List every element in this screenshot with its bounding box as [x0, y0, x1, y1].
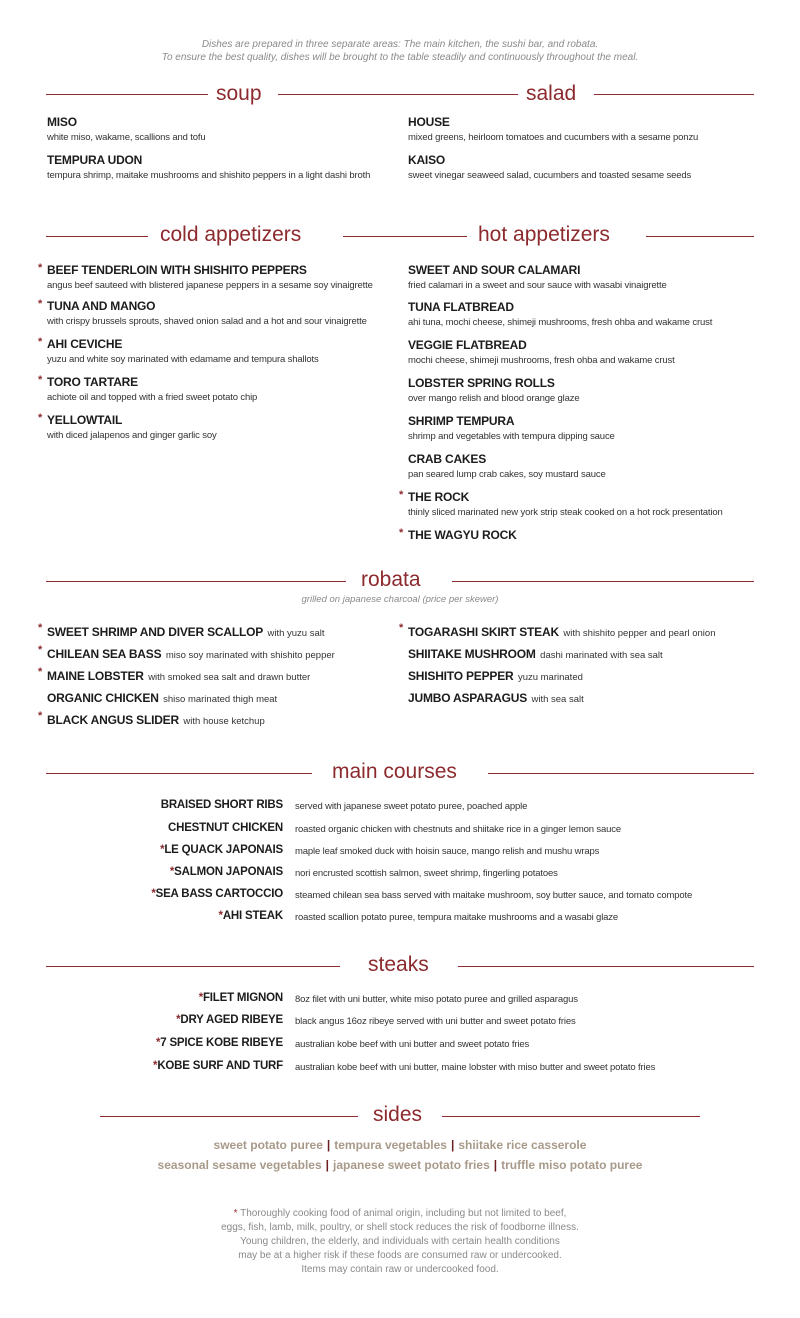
item-name: KAISO [408, 153, 446, 167]
item-desc: with smoked sea salt and drawn butter [148, 672, 311, 683]
section-title-cold-appetizers: cold appetizers [160, 223, 302, 246]
item-desc: with crispy brussels sprouts, shaved onion salad and a hot and sour vinaigrette [47, 316, 367, 327]
item-name: BLACK ANGUS SLIDER [47, 713, 179, 727]
item-name: HOUSE [408, 115, 450, 129]
item-desc: miso soy marinated with shishito pepper [165, 650, 335, 661]
menu-item [38, 262, 373, 291]
section-title-soup: soup [216, 82, 262, 105]
item-name: TORO TARTARE [47, 375, 138, 389]
divider [488, 773, 754, 774]
main-item-desc: 8oz filet with uni butter, white miso potato puree and grilled asparagus [295, 994, 578, 1005]
raw-warning-star: * [38, 412, 43, 424]
item-name: FILET MIGNON [202, 992, 283, 1004]
main-item-desc: black angus 16oz ribeye served with uni butter and sweet potato fries [295, 1016, 576, 1027]
main-item-name [83, 844, 283, 856]
intro-note [0, 38, 800, 64]
side-item: shiitake rice casserole [458, 1138, 587, 1152]
menu-item [399, 489, 723, 518]
item-desc: achiote oil and topped with a fried sweet potato chip [47, 392, 258, 403]
item-name: SEA BASS CARTOCCIO [155, 888, 283, 900]
menu-item [47, 689, 277, 707]
item-name: BRAISED SHORT RIBS [160, 799, 283, 811]
section-title-robata: robata [361, 568, 421, 591]
divider [46, 773, 312, 774]
item-name: CRAB CAKES [408, 452, 487, 466]
side-item: seasonal sesame vegetables [157, 1158, 322, 1172]
menu-item [47, 115, 206, 143]
raw-warning-star: * [151, 888, 156, 900]
item-desc: sweet vinegar seaweed salad, cucumbers and toasted sesame seeds [408, 170, 692, 181]
footnote-line: Items may contain raw or undercooked food. [301, 1264, 499, 1275]
item-desc: with sea salt [531, 694, 584, 705]
item-name: AHI CEVICHE [47, 337, 123, 351]
divider [442, 1116, 700, 1117]
section-title-main-courses: main courses [332, 760, 457, 783]
main-item-name [83, 1037, 283, 1049]
main-item-desc: australian kobe beef with uni butter, maine lobster with miso butter and sweet potato fries [295, 1062, 656, 1073]
raw-warning-star: * [176, 1014, 181, 1026]
menu-item [408, 667, 583, 685]
footnote-line: Young children, the elderly, and individuals with certain health conditions [240, 1236, 560, 1247]
item-name: YELLOWTAIL [47, 413, 123, 427]
menu-item [408, 414, 615, 442]
menu-item [38, 412, 217, 441]
menu-item [38, 622, 325, 641]
main-item-name [83, 799, 283, 811]
item-desc: with shishito pepper and pearl onion [563, 628, 716, 639]
section-title-salad: salad [526, 82, 577, 105]
item-desc: mochi cheese, shimeji mushrooms, fresh ohba and wakame crust [408, 355, 675, 366]
raw-warning-star: * [198, 992, 203, 1004]
main-item-name [83, 866, 283, 878]
item-desc: over mango relish and blood orange glaze [408, 393, 580, 404]
item-name: THE ROCK [408, 490, 470, 504]
raw-warning-star: * [233, 1208, 238, 1219]
item-name: SALMON JAPONAIS [174, 866, 283, 878]
divider [100, 1116, 358, 1117]
raw-warning-star: * [399, 622, 404, 634]
item-name: BEEF TENDERLOIN WITH SHISHITO PEPPERS [47, 263, 307, 277]
item-name: LE QUACK JAPONAIS [164, 844, 283, 856]
separator: | [450, 1138, 455, 1152]
menu-item [38, 374, 258, 403]
raw-warning-star: * [38, 262, 43, 274]
raw-warning-star: * [38, 710, 43, 722]
menu-item [408, 689, 584, 707]
menu-item [408, 645, 663, 663]
item-name: CHILEAN SEA BASS [47, 647, 162, 661]
main-item-desc: australian kobe beef with uni butter and sweet potato fries [295, 1039, 530, 1050]
divider [594, 94, 754, 95]
divider [46, 236, 148, 237]
item-name: SWEET AND SOUR CALAMARI [408, 263, 581, 277]
robata-subtitle: grilled on japanese charcoal (price per skewer) [301, 594, 499, 605]
divider [46, 94, 208, 95]
section-title-sides: sides [373, 1103, 423, 1126]
menu-item [38, 298, 367, 327]
main-item-desc: nori encrusted scottish salmon, sweet shrimp, fingerling potatoes [295, 868, 558, 879]
side-item: truffle miso potato puree [501, 1158, 643, 1172]
menu-item [38, 710, 265, 729]
item-desc: with yuzu salt [267, 628, 325, 639]
raw-warning-star: * [169, 866, 175, 878]
menu-item [399, 527, 517, 542]
item-desc: fried calamari in a sweet and sour sauce with wasabi vinaigrette [408, 280, 667, 291]
divider [452, 581, 754, 582]
main-item-name [83, 822, 283, 834]
menu-item [408, 376, 579, 404]
item-desc: with diced jalapenos and ginger garlic soy [47, 430, 217, 441]
divider [646, 236, 754, 237]
main-item-name [83, 992, 283, 1004]
menu-item [399, 622, 716, 641]
main-item-desc: roasted organic chicken with chestnuts and shiitake rice in a ginger lemon sauce [295, 824, 621, 835]
raw-warning-star: * [38, 666, 43, 678]
menu-item [38, 336, 319, 365]
main-item-name [83, 1060, 283, 1072]
separator: | [326, 1138, 331, 1152]
item-desc: white miso, wakame, scallions and tofu [47, 132, 206, 143]
main-item-desc: maple leaf smoked duck with hoisin sauce, mango relish and mushu wraps [295, 846, 600, 857]
raw-warning-star: * [38, 622, 43, 634]
menu-item [408, 338, 675, 366]
side-item: sweet potato puree [213, 1138, 323, 1152]
divider [343, 236, 467, 237]
item-desc: mixed greens, heirloom tomatoes and cucumbers with a sesame ponzu [408, 132, 699, 143]
item-name: KOBE SURF AND TURF [157, 1060, 283, 1072]
section-title-steaks: steaks [368, 953, 429, 976]
divider [458, 966, 754, 967]
item-desc: shiso marinated thigh meat [163, 694, 278, 705]
side-item: tempura vegetables [334, 1138, 447, 1152]
menu-item [408, 115, 698, 143]
item-name: SWEET SHRIMP AND DIVER SCALLOP [47, 625, 264, 639]
footnote-line [0, 1207, 800, 1221]
intro-line-1: Dishes are prepared in three separate areas: The main kitchen, the sushi bar, and robata. [201, 39, 599, 50]
raw-warning-star: * [38, 374, 43, 386]
item-name: MISO [47, 115, 77, 129]
footnote-line: may be at a higher risk if these foods are consumed raw or undercooked. [238, 1250, 562, 1261]
separator: | [325, 1158, 330, 1172]
raw-warning-star: * [38, 644, 43, 656]
raw-warning-star: * [399, 527, 404, 539]
raw-warning-star: * [399, 489, 404, 501]
item-desc: ahi tuna, mochi cheese, shimeji mushrooms, fresh ohba and wakame crust [408, 317, 713, 328]
item-name: MAINE LOBSTER [47, 669, 144, 683]
separator: | [493, 1158, 498, 1172]
item-desc: angus beef sauteed with blistered japanese peppers in a sesame soy vinaigrette [47, 280, 373, 291]
menu-item [408, 452, 606, 480]
footnote-text: Thoroughly cooking food of animal origin, including but not limited to beef, [240, 1208, 567, 1219]
footnote-line: eggs, fish, lamb, milk, poultry, or shell stock reduces the risk of foodborne illness. [221, 1222, 579, 1233]
item-name: 7 SPICE KOBE RIBEYE [160, 1037, 283, 1049]
intro-line-2: To ensure the best quality, dishes will be brought to the table steadily and continuously throughout the meal. [161, 52, 639, 63]
item-name: TOGARASHI SKIRT STEAK [408, 625, 559, 639]
divider [278, 94, 518, 95]
item-name: DRY AGED RIBEYE [180, 1014, 283, 1026]
item-desc: yuzu and white soy marinated with edamame and tempura shallots [47, 354, 319, 365]
divider [46, 966, 340, 967]
menu-item [47, 153, 370, 181]
main-item-desc: steamed chilean sea bass served with maitake mushroom, soy butter sauce, and tomato compote [295, 890, 693, 901]
item-desc: yuzu marinated [517, 672, 583, 683]
item-name: AHI STEAK [222, 910, 283, 922]
side-item: japanese sweet potato fries [333, 1158, 490, 1172]
menu-item [408, 153, 691, 181]
raw-warning-star: * [38, 298, 43, 310]
item-name: TEMPURA UDON [47, 153, 143, 167]
item-name: ORGANIC CHICKEN [47, 691, 159, 705]
item-desc: dashi marinated with sea salt [540, 650, 663, 661]
raw-warning-star: * [160, 844, 165, 856]
item-name: THE WAGYU ROCK [408, 528, 517, 542]
item-name: SHIITAKE MUSHROOM [408, 647, 536, 661]
item-desc: thinly sliced marinated new york strip steak cooked on a hot rock presentation [408, 507, 723, 518]
item-name: TUNA FLATBREAD [408, 300, 514, 314]
raw-food-disclaimer [0, 1207, 800, 1277]
item-desc: shrimp and vegetables with tempura dipping sauce [408, 431, 615, 442]
item-desc: with house ketchup [183, 716, 265, 727]
main-item-name [83, 888, 283, 900]
section-title-hot-appetizers: hot appetizers [478, 223, 610, 246]
item-name: TUNA AND MANGO [47, 299, 156, 313]
raw-warning-star: * [38, 336, 43, 348]
item-name: JUMBO ASPARAGUS [408, 691, 528, 705]
item-name: CHESTNUT CHICKEN [168, 822, 283, 834]
item-desc: tempura shrimp, maitake mushrooms and shishito peppers in a light dashi broth [47, 170, 371, 181]
divider [46, 581, 346, 582]
item-desc: pan seared lump crab cakes, soy mustard sauce [408, 469, 606, 480]
item-name: VEGGIE FLATBREAD [408, 338, 527, 352]
raw-warning-star: * [155, 1037, 161, 1049]
item-name: LOBSTER SPRING ROLLS [408, 376, 555, 390]
main-item-desc: served with japanese sweet potato puree, poached apple [295, 801, 528, 812]
menu-item [408, 263, 667, 291]
main-item-name [83, 1014, 283, 1026]
menu-item [38, 666, 311, 685]
raw-warning-star: * [218, 910, 223, 922]
main-item-name [83, 910, 283, 922]
item-name: SHISHITO PEPPER [408, 669, 514, 683]
sides-line-2 [0, 1158, 800, 1172]
sides-line-1 [0, 1138, 800, 1152]
raw-warning-star: * [153, 1060, 158, 1072]
main-item-desc: roasted scallion potato puree, tempura maitake mushrooms and a wasabi glaze [295, 912, 619, 923]
item-name: SHRIMP TEMPURA [408, 414, 515, 428]
menu-item [408, 300, 712, 328]
menu-item [38, 644, 335, 663]
